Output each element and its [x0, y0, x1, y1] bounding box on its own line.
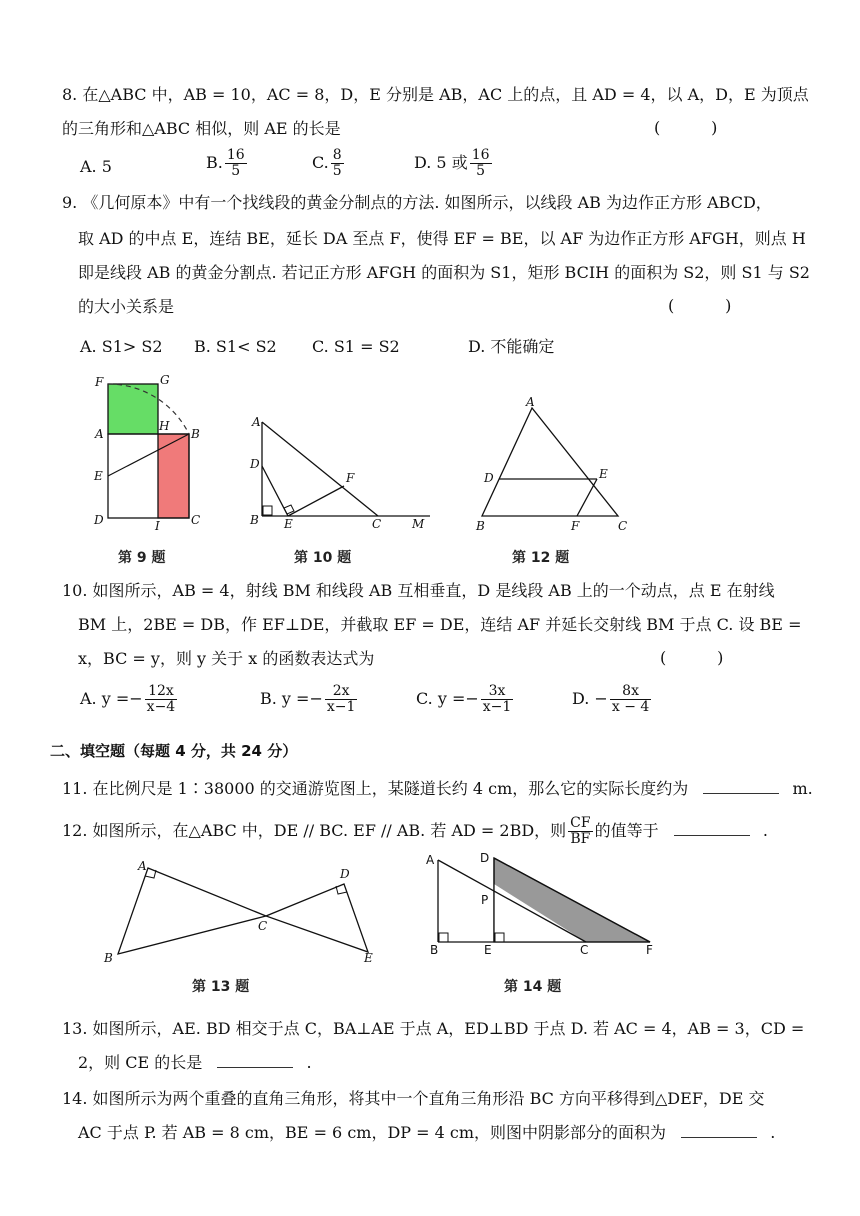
caption-fig10: 第 10 题 [294, 550, 352, 566]
label-e: E [599, 467, 608, 481]
q10-text-line3: x，BC = y，则 y 关于 x 的函数表达式为 [78, 649, 375, 668]
q12-line: 12. 如图所示，在△ABC 中，DE // BC. EF // AB. 若 AD = 2BD，则 $\frac{CF}{BF}$ 的值等于 . [62, 815, 768, 847]
label-b: B [476, 519, 485, 532]
q9-option-c: C. S1 = S2 [312, 337, 400, 356]
q10-option-a: A. y =− $\frac{12x}{x-4}$ [80, 683, 176, 715]
label-b: B [430, 943, 439, 957]
figure-13 [100, 858, 390, 968]
label-f: F [346, 471, 355, 485]
section-heading: 二、填空题（每题 4 分，共 24 分） [50, 742, 298, 760]
q14-answer-blank[interactable] [681, 1123, 757, 1138]
q13-text-line1: 13. 如图所示，AE. BD 相交于点 C，BA⊥AE 于点 A，ED⊥BD 于点 D. 若 AC = 4，AB = 3，CD = [62, 1019, 805, 1038]
figure-9 [80, 372, 220, 532]
q11-answer-blank[interactable] [703, 779, 779, 794]
segment-ef [288, 486, 344, 516]
label-d: D [250, 457, 260, 471]
figure-14 [420, 850, 670, 960]
q9-answer-paren: ( ) [668, 296, 732, 315]
square-afgh [108, 384, 158, 434]
label-c: C [580, 943, 589, 957]
label-e: E [484, 943, 492, 957]
segment-ef [577, 479, 597, 516]
label-p: P [481, 893, 489, 907]
label-a: A [426, 853, 435, 867]
q9-text-line3: 即是线段 AB 的黄金分割点. 若记正方形 AFGH 的面积为 S1，矩形 BCIH 的面积为 S2，则 S1 与 S2 [78, 263, 810, 282]
label-m: M [412, 517, 425, 531]
q13-line2: 2，则 CE 的长是 . [78, 1053, 312, 1072]
q10-answer-paren: ( ) [660, 648, 724, 667]
label-e: E [94, 469, 103, 483]
q8-text-line2: 的三角形和△ABC 相似，则 AE 的长是 [62, 119, 341, 138]
label-a: A [95, 427, 104, 441]
q8-option-b: B. $\frac{16}{5}$ [206, 147, 245, 179]
q9-option-a: A. S1> S2 [80, 337, 163, 356]
label-b: B [191, 427, 200, 441]
q9-text-line2: 取 AD 的中点 E，连结 BE，延长 DA 至点 F，使得 EF = BE，以 AF 为边作正方形 AFGH，则点 H [78, 229, 806, 248]
triangle-dce [266, 884, 368, 952]
q8-option-d: D. 5 或 $\frac{16}{5}$ [414, 147, 490, 179]
q8-option-c: C. $\frac{8}{5}$ [312, 147, 342, 179]
label-d: D [94, 513, 104, 527]
q10-option-b: B. y =− $\frac{2x}{x-1}$ [260, 683, 356, 715]
label-i: I [155, 519, 160, 532]
right-angle-b [263, 506, 272, 515]
q8-answer-paren: ( ) [654, 118, 718, 137]
q9-options [80, 336, 820, 376]
label-d: D [480, 851, 490, 865]
q9-option-d: D. 不能确定 [468, 337, 555, 356]
q10-option-d: D. − $\frac{8x}{x - 4}$ [572, 683, 650, 715]
label-c: C [191, 513, 201, 527]
label-a: A [526, 395, 535, 409]
caption-fig12: 第 12 题 [512, 550, 570, 566]
figure-10 [240, 410, 440, 534]
label-b: B [104, 951, 113, 965]
q8-options [80, 148, 820, 188]
triangle-abc [482, 408, 618, 516]
label-d: D [340, 867, 350, 881]
q10-option-c: C. y =− $\frac{3x}{x-1}$ [416, 683, 512, 715]
q11-line: 11. 在比例尺是 1∶38000 的交通游览图上，某隧道长约 4 cm，那么它的实际长度约为 m. [62, 779, 813, 798]
caption-fig13: 第 13 题 [192, 979, 250, 995]
label-c: C [372, 517, 382, 531]
caption-fig14: 第 14 题 [504, 979, 562, 995]
label-d: D [484, 471, 494, 485]
label-h: H [159, 419, 170, 433]
rect-bcih [158, 434, 189, 518]
q9-option-b: B. S1< S2 [194, 337, 277, 356]
q12-answer-blank[interactable] [674, 821, 750, 836]
label-f: F [571, 519, 580, 532]
caption-fig9: 第 9 题 [118, 550, 166, 566]
q10-text-line2: BM 上，2BE = DB，作 EF⊥DE，并截取 EF = DE，连结 AF 并延长交射线 BM 于点 C. 设 BE = [78, 615, 802, 634]
label-a: A [252, 415, 261, 429]
figure-12 [470, 392, 640, 532]
right-angle-b [439, 933, 448, 942]
q9-text-line4: 的大小关系是 [78, 297, 175, 316]
label-e: E [364, 951, 373, 965]
q8-option-a: A. 5 [80, 157, 112, 176]
q14-text-line1: 14. 如图所示为两个重叠的直角三角形，将其中一个直角三角形沿 BC 方向平移得到△DEF，DE 交 [62, 1089, 765, 1108]
q10-text-line1: 10. 如图所示，AB = 4，射线 BM 和线段 AB 互相垂直，D 是线段 AB 上的一个动点，点 E 在射线 [62, 581, 775, 600]
label-e: E [284, 517, 293, 531]
segment-ac [262, 422, 378, 516]
label-c: C [618, 519, 628, 532]
label-b: B [250, 513, 259, 527]
q14-line2: AC 于点 P. 若 AB = 8 cm，BE = 6 cm，DP = 4 cm，则图中阴影部分的面积为 . [78, 1123, 776, 1142]
triangle-abc [118, 868, 266, 954]
q13-answer-blank[interactable] [217, 1053, 293, 1068]
label-c: C [258, 919, 268, 933]
q8-text-line1: 8. 在△ABC 中，AB = 10，AC = 8，D，E 分别是 AB，AC 上的点，且 AD = 4，以 A，D，E 为顶点 [62, 85, 809, 104]
q9-text-line1: 9. 《几何原本》中有一个找线段的黄金分制点的方法. 如图所示，以线段 AB 为边作正方形 ABCD， [62, 193, 772, 212]
label-g: G [160, 373, 170, 387]
label-f: F [646, 943, 653, 957]
right-angle-e [284, 505, 294, 514]
label-f: F [95, 375, 104, 389]
label-a: A [138, 859, 147, 873]
q10-options [80, 684, 820, 724]
